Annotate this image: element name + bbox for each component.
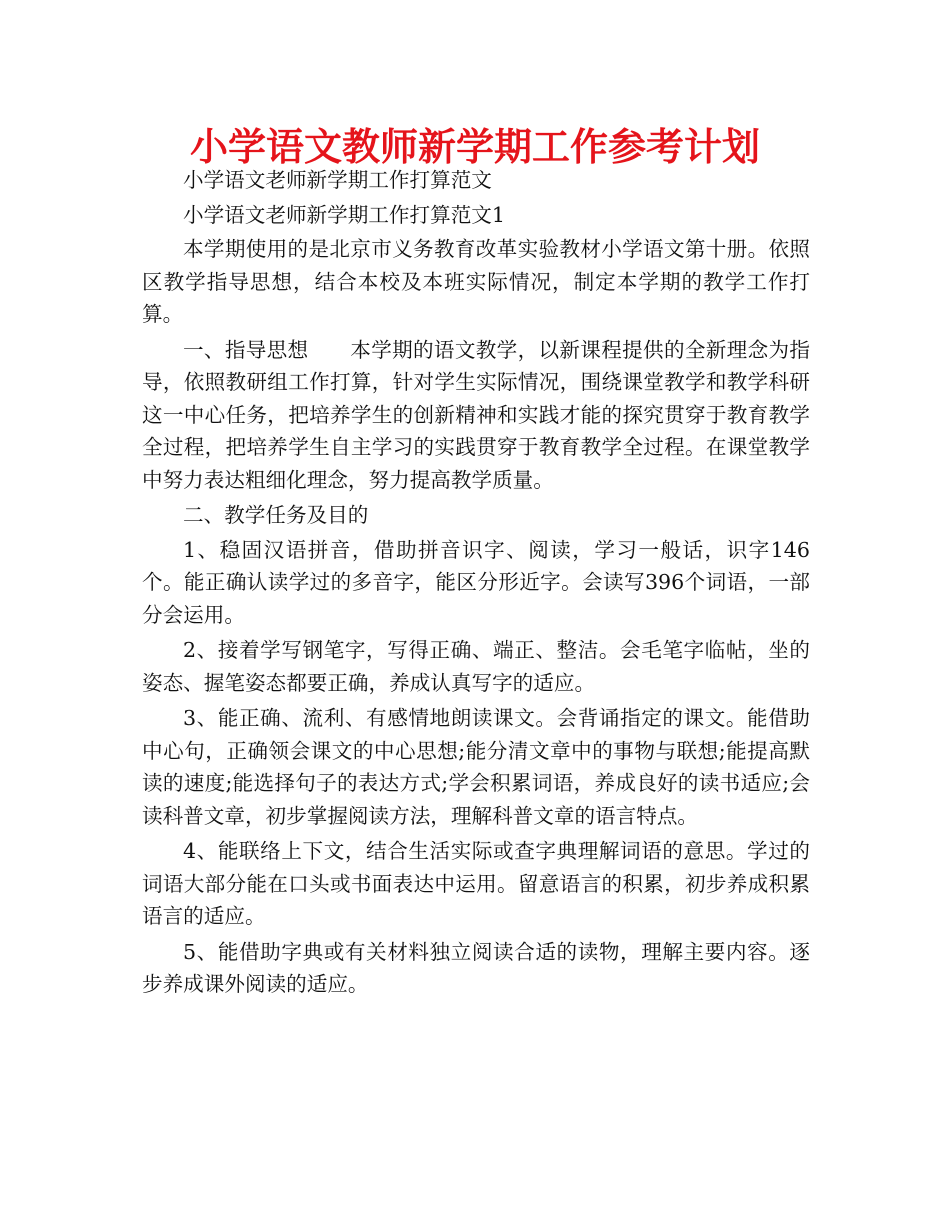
paragraph-item-3: 3、能正确、流利、有感情地朗读课文。会背诵指定的课文。能借助中心句，正确领会课文的中心思想;能分清文章中的事物与联想;能提高默读的速度;能选择句子的表达方式;学会积累词语，养成良好的读书适应;会读科普文章，初步掌握阅读方法，理解科普文章的语言特点。 (142, 706, 810, 828)
paragraph-item-1: 1、稳固汉语拼音，借助拼音识字、阅读，学习一般话，识字146个。能正确认读学过的多音字，能区分形近字。会读写396个词语，一部分会运用。 (142, 537, 810, 627)
paragraph-guiding-thought: 一、指导思想 本学期的语文教学，以新课程提供的全新理念为指导，依照教研组工作打算，针对学生实际情况，围绕课堂教学和教学科研这一中心任务，把培养学生的创新精神和实践才能的探究贯穿于教育教学全过程，把培养学生自主学习的实践贯穿于教育教学全过程。在课堂教学中努力表达粗细化理念，努力提高教学质量。 (142, 337, 810, 492)
document-body (142, 164, 810, 1001)
paragraph-item-4: 4、能联络上下文，结合生活实际或查字典理解词语的意思。学过的词语大部分能在口头或书面表达中运用。留意语言的积累，初步养成积累语言的适应。 (142, 839, 810, 928)
document-title: 小学语文教师新学期工作参考计划 (189, 125, 760, 169)
paragraph-intro: 本学期使用的是北京市义务教育改革实验教材小学语文第十册。依照区教学指导思想，结合本校及本班实际情况，制定本学期的教学工作打算。 (142, 237, 810, 326)
paragraph-item-5: 5、能借助字典或有关材料独立阅读合适的读物，理解主要内容。逐步养成课外阅读的适应。 (142, 939, 810, 996)
paragraph-item-2: 2、接着学写钢笔字，写得正确、端正、整洁。会毛笔字临帖，坐的姿态、握笔姿态都要正确，养成认真写字的适应。 (142, 638, 810, 695)
paragraph-section-heading: 二、教学任务及目的 (183, 503, 369, 527)
paragraph-subtitle: 小学语文老师新学期工作打算范文 (183, 168, 492, 192)
paragraph-subtitle-1: 小学语文老师新学期工作打算范文1 (183, 202, 506, 227)
